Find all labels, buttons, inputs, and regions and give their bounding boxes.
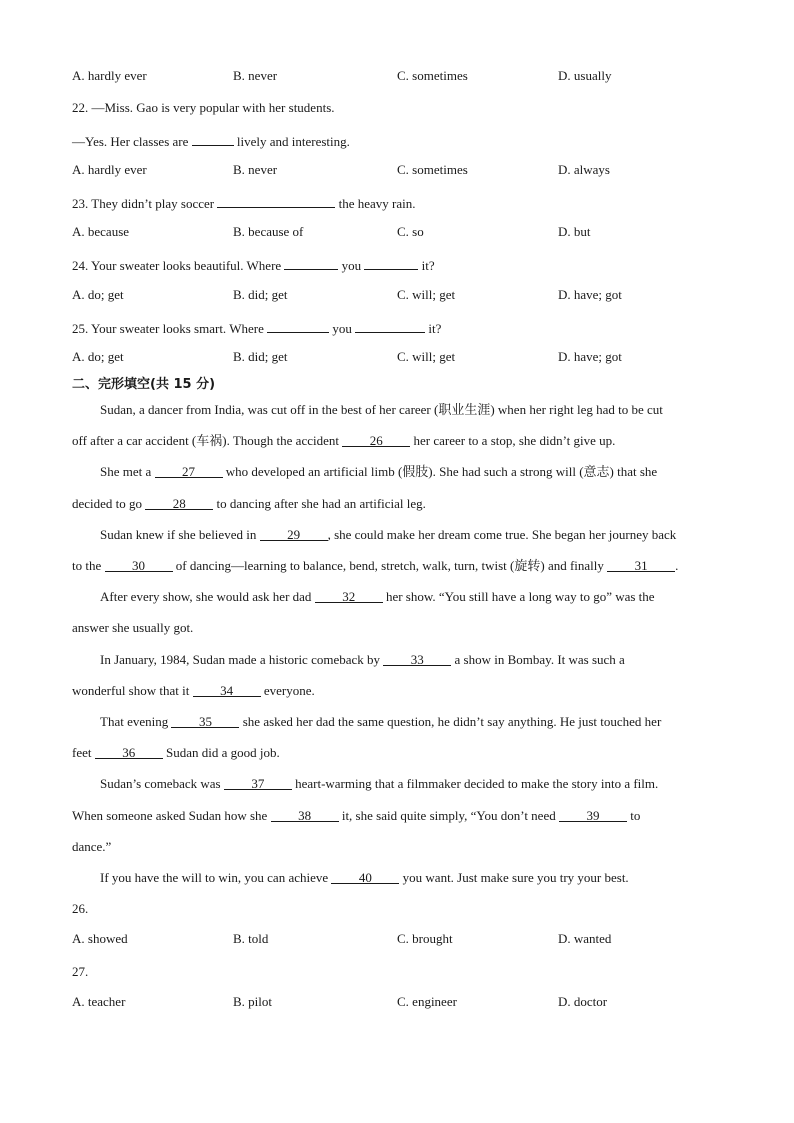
passage-text: She met a (100, 464, 152, 479)
q24-text-middle: you (341, 258, 362, 273)
passage-text: a show in Bombay. It was such a (454, 652, 625, 667)
blank-39[interactable]: 39 (559, 807, 627, 822)
q22-blank[interactable] (192, 131, 234, 146)
q25-text-middle: you (332, 321, 352, 336)
passage-text: off after a car accident (车祸). Though the accident (72, 433, 339, 448)
q21-options (72, 68, 732, 86)
passage-line-12 (72, 744, 722, 762)
q24-option-b: B. did; get (233, 287, 288, 302)
passage-line-16 (72, 869, 722, 887)
q27-option-c: C. engineer (397, 994, 457, 1009)
q27-options (72, 994, 732, 1012)
passage-line-2 (72, 432, 722, 450)
q25-text-before: 25. Your sweater looks smart. Where (72, 321, 264, 336)
q24-options (72, 287, 732, 305)
blank-37[interactable]: 37 (224, 775, 292, 790)
passage-line-13 (72, 775, 722, 793)
passage-text: Sudan did a good job. (165, 745, 280, 760)
passage-text: In January, 1984, Sudan made a historic comeback by (100, 652, 381, 667)
q22-option-a: A. hardly ever (72, 162, 147, 177)
passage-text: of dancing—learning to balance, bend, stretch, walk, turn, twist (旋转) and finally (175, 558, 604, 573)
q25-stem (72, 318, 722, 338)
q21-option-a: A. hardly ever (72, 68, 147, 83)
blank-35[interactable]: 35 (171, 713, 239, 728)
q24-blank-1[interactable] (284, 255, 338, 270)
passage-text: decided to go (72, 496, 143, 511)
q24-text-after: it? (421, 258, 435, 273)
q25-option-a: A. do; get (72, 349, 124, 364)
q26-number: 26. (72, 901, 89, 916)
passage-line-8: answer she usually got. (72, 620, 194, 635)
passage-line-5 (72, 526, 722, 544)
q24-blank-2[interactable] (364, 255, 418, 270)
section-2-heading: 二、完形填空(共 15 分) (72, 377, 216, 392)
passage-text: she asked her dad the same question, he didn’t say anything. He just touched her (242, 714, 662, 729)
passage-line-9 (72, 651, 722, 669)
q22-options (72, 162, 732, 180)
blank-30[interactable]: 30 (105, 557, 173, 572)
passage-text: to the (72, 558, 102, 573)
blank-27[interactable]: 27 (155, 463, 223, 478)
passage-text: to dancing after she had an artificial leg. (216, 496, 426, 511)
q22-answer-line (72, 131, 722, 151)
passage-line-7 (72, 588, 722, 606)
passage-text: . (675, 558, 679, 573)
q27-number: 27. (72, 964, 89, 979)
blank-36[interactable]: 36 (95, 744, 163, 759)
q22-option-c: C. sometimes (397, 162, 468, 177)
q21-option-c: C. sometimes (397, 68, 468, 83)
passage-line-4 (72, 495, 722, 513)
q23-text-after: the heavy rain. (338, 196, 416, 211)
q21-option-b: B. never (233, 68, 278, 83)
q23-options (72, 224, 732, 242)
q27-option-a: A. teacher (72, 994, 126, 1009)
q23-option-a: A. because (72, 224, 130, 239)
passage-line-1: Sudan, a dancer from India, was cut off in the best of her career (职业生涯) when her right leg had to be cut (100, 402, 663, 417)
q25-blank-2[interactable] (355, 318, 425, 333)
passage-line-10 (72, 682, 722, 700)
q25-option-d: D. have; got (558, 349, 622, 364)
q24-option-d: D. have; got (558, 287, 622, 302)
passage-line-6 (72, 557, 722, 575)
q24-stem (72, 255, 722, 275)
q23-option-b: B. because of (233, 224, 304, 239)
q25-option-c: C. will; get (397, 349, 456, 364)
passage-text: her show. “You still have a long way to go” was the (385, 589, 655, 604)
q22-option-b: B. never (233, 162, 278, 177)
q25-blank-1[interactable] (267, 318, 329, 333)
blank-34[interactable]: 34 (193, 682, 261, 697)
blank-28[interactable]: 28 (145, 495, 213, 510)
passage-text: After every show, she would ask her dad (100, 589, 312, 604)
blank-31[interactable]: 31 (607, 557, 675, 572)
q24-text-before: 24. Your sweater looks beautiful. Where (72, 258, 282, 273)
q22-text-before: —Yes. Her classes are (72, 134, 189, 149)
q23-blank[interactable] (217, 193, 335, 208)
q23-option-d: D. but (558, 224, 591, 239)
passage-text: Sudan’s comeback was (100, 776, 221, 791)
passage-text: it, she said quite simply, “You don’t need (341, 808, 556, 823)
blank-26[interactable]: 26 (342, 432, 410, 447)
q26-option-d: D. wanted (558, 931, 612, 946)
blank-29[interactable]: 29 (260, 526, 328, 541)
passage-text: everyone. (263, 683, 315, 698)
q23-text-before: 23. They didn’t play soccer (72, 196, 215, 211)
passage-text: When someone asked Sudan how she (72, 808, 268, 823)
blank-32[interactable]: 32 (315, 588, 383, 603)
blank-33[interactable]: 33 (383, 651, 451, 666)
q22-stem: 22. —Miss. Gao is very popular with her students. (72, 100, 335, 115)
passage-text: who developed an artificial limb (假肢). She had such a strong will (意志) that she (225, 464, 658, 479)
passage-text: wonderful show that it (72, 683, 190, 698)
q22-text-after: lively and interesting. (236, 134, 350, 149)
passage-text: If you have the will to win, you can achieve (100, 870, 329, 885)
q26-options (72, 931, 732, 949)
blank-40[interactable]: 40 (331, 869, 399, 884)
q26-option-b: B. told (233, 931, 269, 946)
passage-line-15: dance.” (72, 839, 112, 854)
blank-38[interactable]: 38 (271, 807, 339, 822)
passage-text: heart-warming that a filmmaker decided to make the story into a film. (295, 776, 659, 791)
q24-option-a: A. do; get (72, 287, 124, 302)
q25-options (72, 349, 732, 367)
passage-line-11 (72, 713, 722, 731)
passage-line-3 (72, 463, 722, 481)
passage-line-14 (72, 807, 722, 825)
q26-option-c: C. brought (397, 931, 453, 946)
q23-stem (72, 193, 722, 213)
passage-text: you want. Just make sure you try your best. (402, 870, 629, 885)
passage-text: feet (72, 745, 92, 760)
passage-text: her career to a stop, she didn’t give up. (413, 433, 616, 448)
q27-option-b: B. pilot (233, 994, 273, 1009)
passage-text: Sudan knew if she believed in (100, 527, 257, 542)
q21-option-d: D. usually (558, 68, 612, 83)
q25-option-b: B. did; get (233, 349, 288, 364)
q22-option-d: D. always (558, 162, 610, 177)
q25-text-after: it? (428, 321, 442, 336)
q27-option-d: D. doctor (558, 994, 608, 1009)
passage-text: , she could make her dream come true. She began her journey back (327, 527, 677, 542)
q26-option-a: A. showed (72, 931, 128, 946)
passage-text: That evening (100, 714, 169, 729)
q24-option-c: C. will; get (397, 287, 456, 302)
passage-text: to (630, 808, 641, 823)
q23-option-c: C. so (397, 224, 424, 239)
